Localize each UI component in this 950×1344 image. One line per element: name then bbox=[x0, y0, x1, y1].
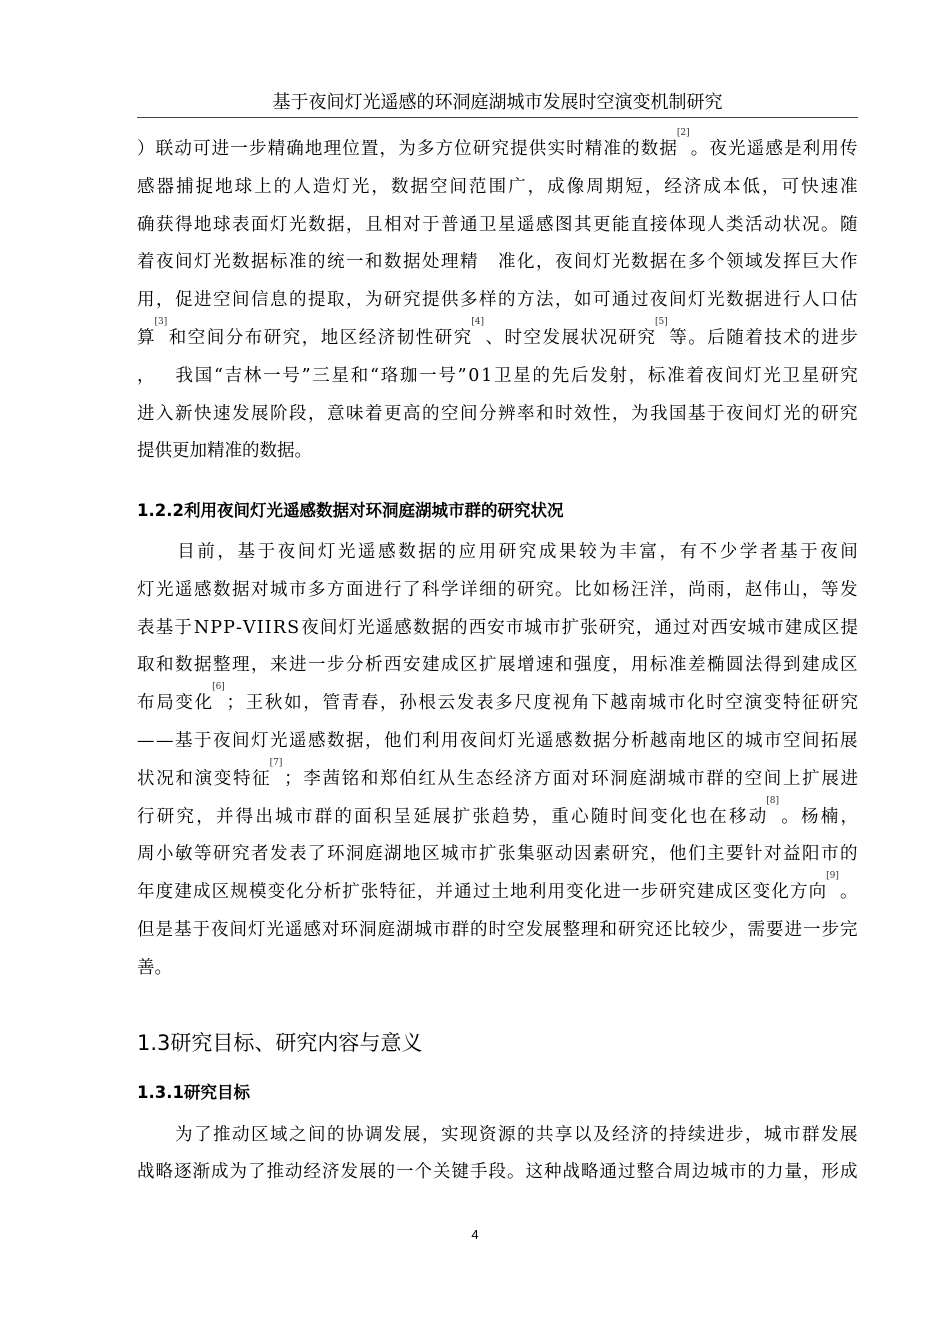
text-line: 取 和 数 据 整 理 ， 来 进 一 步 分 析 西 安 建 成 区 扩 展 增 速 和 强 度 ， 用 标 准 差 椭 圆 法 得 到 建 成 区 bbox=[137, 655, 858, 676]
citation-marker: [8] bbox=[766, 795, 780, 806]
citation-marker: [5] bbox=[655, 317, 668, 327]
citation-marker: [6] bbox=[212, 682, 225, 693]
text-line: 善 。 bbox=[137, 957, 172, 978]
text-line: 感 器 捕 捉 地 球 上 的 人 造 灯 光 ， 数 据 空 间 范 围 广 ， 成 像 周 期 短 ， 经 济 成 本 低 ， 可 快 速 准 bbox=[137, 176, 858, 197]
text-line: — — 基 于 夜 间 灯 光 遥 感 数 据 ， 他 们 利 用 夜 间 灯 光 遥 感 数 据 分 析 越 南 地 区 的 城 市 空 间 拓 展 bbox=[137, 731, 858, 751]
section-heading-1-3: 1.3研究目标、研究内容与意义 bbox=[137, 1031, 423, 1055]
citation-marker: [4] bbox=[471, 317, 484, 327]
text-line: 目 前 ， 基 于 夜 间 灯 光 遥 感 数 据 的 应 用 研 究 成 果 较 为 丰 富 ， 有 不 少 学 者 基 于 夜 间 bbox=[177, 542, 858, 562]
citation-marker: [2] bbox=[676, 128, 690, 138]
text-line: 提 供 更 加 精 准 的 数 据 。 bbox=[137, 441, 312, 462]
text-line: 确 获 得 地 球 表 面 灯 光 数 据 ， 且 相 对 于 普 通 卫 星 遥 感 图 其 更 能 直 接 体 现 人 类 活 动 状 况 。 随 bbox=[137, 214, 858, 235]
text-line: 行 研 究 ， 并 得 出 城 市 群 的 面 积 呈 延 展 扩 张 趋 势 ， 重 心 随 时 间 变 化 也 在 移 动[8] 。 杨 楠 ， bbox=[137, 795, 858, 827]
citation-marker: [3] bbox=[154, 317, 168, 327]
text-line: ， 我 国 “ 吉 林 一 号 ” 三 星 和 “ 珞 珈 一 号 ” 0 1 卫 星 的 先 后 发 射 ， 标 准 着 夜 间 灯 光 卫 星 研 究 bbox=[137, 365, 858, 386]
citation-marker: [7] bbox=[269, 757, 283, 768]
text-line: 灯 光 遥 感 数 据 对 城 市 多 方 面 进 行 了 科 学 详 细 的 研 究 。 比 如 杨 汪 洋 ， 尚 雨 ， 赵 伟 山 ， 等 发 bbox=[137, 579, 858, 600]
text-line: 状 况 和 演 变 特 征[7] ； 李 茜 铭 和 郑 伯 红 从 生 态 经 济 方 面 对 环 洞 庭 湖 城 市 群 的 空 间 上 扩 展 进 bbox=[137, 757, 858, 789]
text-line: 进 入 新 快 速 发 展 阶 段 ， 意 味 着 更 高 的 空 间 分 辨 率 和 时 效 性 ， 为 我 国 基 于 夜 间 灯 光 的 研 究 bbox=[137, 403, 858, 424]
text-line: 但 是 基 于 夜 间 灯 光 遥 感 对 环 洞 庭 湖 城 市 群 的 时 空 发 展 整 理 和 研 究 还 比 较 少 ， 需 要 进 一 步 完 bbox=[137, 920, 858, 940]
header-rule bbox=[137, 117, 858, 118]
section-heading-1-2-2: 1.2.2利用夜间灯光遥感数据对环洞庭湖城市群的研究状况 bbox=[137, 501, 564, 520]
section-heading-1-3-1: 1.3.1研究目标 bbox=[137, 1083, 250, 1102]
text-line: 为 了 推 动 区 域 之 间 的 协 调 发 展 ， 实 现 资 源 的 共 享 以 及 经 济 的 持 续 进 步 ， 城 市 群 发 展 bbox=[175, 1125, 858, 1145]
text-line: 算[3] 和 空 间 分 布 研 究 ， 地 区 经 济 韧 性 研 究[4] 、 时 空 发 展 状 况 研 究[5] 等 。 后 随 着 技 术 的 进 步 bbox=[137, 317, 858, 348]
running-header: 基于夜间灯光遥感的环洞庭湖城市发展时空演变机制研究 bbox=[272, 92, 723, 113]
text-line: ） 联 动 可 进 一 步 精 确 地 理 位 置 ， 为 多 方 位 研 究 提 供 实 时 精 准 的 数 据[2] 。 夜 光 遥 感 是 利 用 传 bbox=[137, 128, 858, 159]
text-line: 表 基 于 N P P - V I I R S 夜 间 灯 光 遥 感 数 据 的 西 安 市 城 市 扩 张 研 究 ， 通 过 对 西 安 城 市 建 成 区 提 bbox=[137, 617, 858, 638]
text-line: 年 度 建 成 区 规 模 变 化 分 析 扩 张 特 征 ， 并 通 过 土 地 利 用 变 化 进 一 步 研 究 建 成 区 变 化 方 向[9] 。 bbox=[137, 871, 858, 903]
text-line: 着 夜 间 灯 光 数 据 标 准 的 统 一 和 数 据 处 理 精 准 化 ， 夜 间 灯 光 数 据 在 多 个 领 域 发 挥 巨 大 作 bbox=[137, 252, 858, 273]
text-line: 战 略 逐 渐 成 为 了 推 动 经 济 发 展 的 一 个 关 键 手 段 。 这 种 战 略 通 过 整 合 周 边 城 市 的 力 量 ， 形 成 bbox=[137, 1162, 858, 1182]
text-line: 用 ， 促 进 空 间 信 息 的 提 取 ， 为 研 究 提 供 多 样 的 方 法 ， 如 可 通 过 夜 间 灯 光 数 据 进 行 人 口 估 bbox=[137, 290, 858, 311]
page-number: 4 bbox=[471, 1227, 479, 1242]
text-line: 布 局 变 化[6] ； 王 秋 如 ， 管 青 春 ， 孙 根 云 发 表 多 尺 度 视 角 下 越 南 城 市 化 时 空 演 变 特 征 研 究 bbox=[137, 682, 858, 714]
citation-marker: [9] bbox=[826, 871, 839, 882]
text-line: 周 小 敏 等 研 究 者 发 表 了 环 洞 庭 湖 地 区 城 市 扩 张 集 驱 动 因 素 研 究 ， 他 们 主 要 针 对 益 阳 市 的 bbox=[137, 844, 858, 865]
